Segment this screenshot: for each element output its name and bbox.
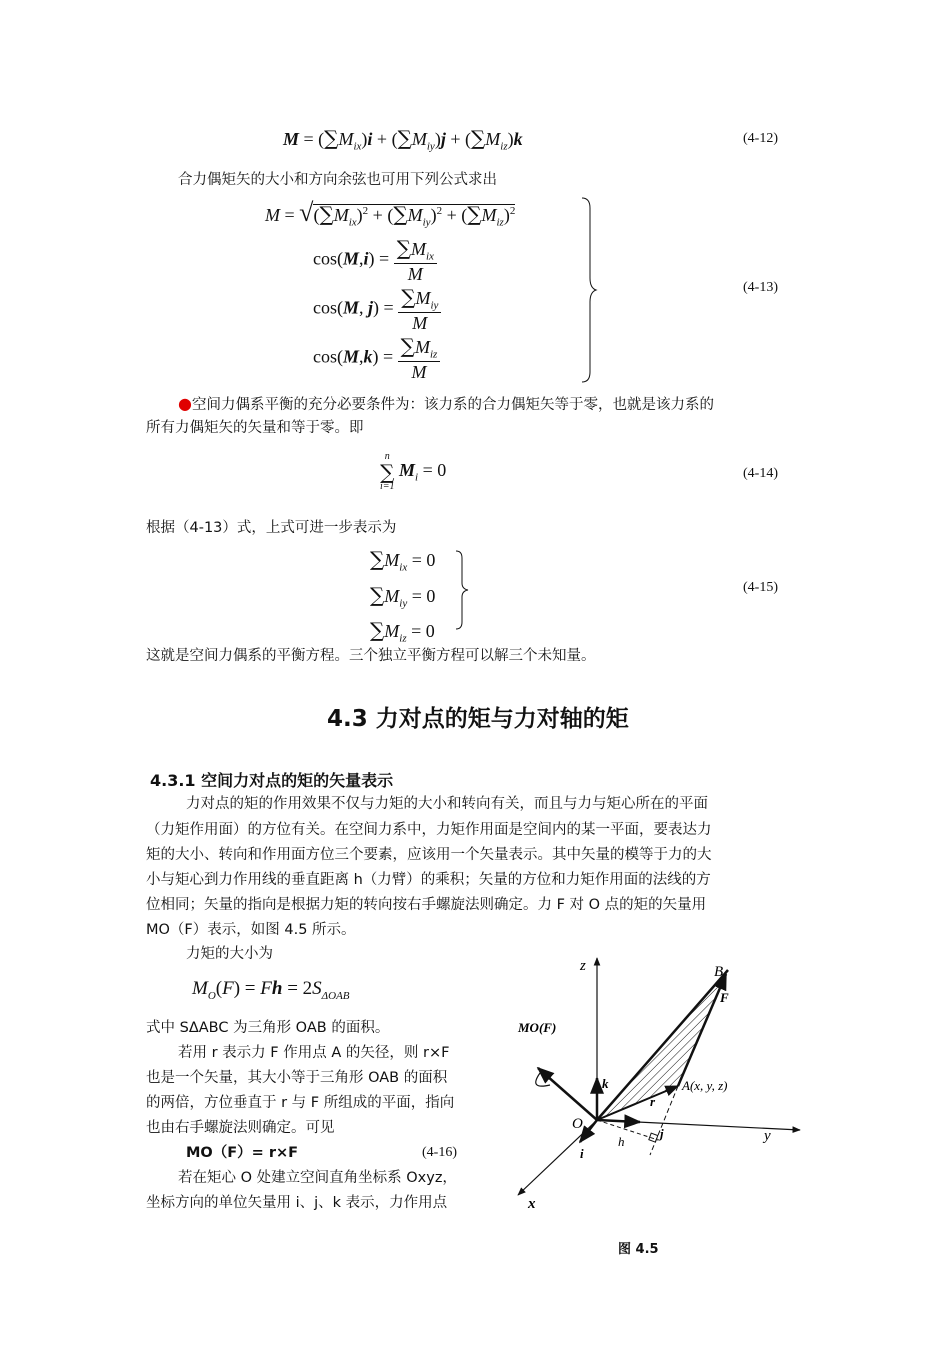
paragraph-intro: 合力偶矩矢的大小和方向余弦也可用下列公式求出 [178,172,497,188]
label-k: k [602,1076,609,1091]
bullet-icon: ● [178,394,192,413]
left-line-5: 也由右手螺旋法则确定。可见 [146,1120,335,1136]
body-line-4: 小与矩心到力作用线的垂直距离 h（力臂）的乘积；矢量的方位和力矩作用面的法线的方 [146,872,711,888]
body-line-2: （力矩作用面）的方位有关。在空间力系中，力矩作用面是空间内的某一平面，要表达力 [146,822,712,838]
left-line-6: 若在矩心 O 处建立空间直角坐标系 Oxyz， [178,1170,457,1186]
label-z: z [580,958,586,974]
label-y: y [764,1128,771,1144]
eq-number-4-15: (4-15) [743,580,778,595]
body-line-3: 矩的大小、转向和作用面方位三个要素，应该用一个矢量表示。其中矢量的模等于力的大 [146,847,712,863]
line-OB [597,970,728,1120]
label-j: j [660,1126,664,1141]
eq-number-4-13: (4-13) [743,280,778,295]
label-F: F [720,990,729,1005]
left-line-4: 的两倍，方位垂直于 r 与 F 所组成的平面，指向 [146,1095,455,1111]
brace-4-15 [455,550,471,630]
label-r: r [650,1094,656,1109]
equation-4-13-cos-j: cos(M, j) = $\frac{\sum M_{iy}}{M}$ [313,285,441,334]
equation-4-13-cos-k: cos(M,k) = $\frac{\sum M_{iz}}{M}$ [313,334,440,383]
label-h: h [618,1134,625,1149]
x-axis [518,1120,597,1195]
equation-moment-size: $M_O(F) = Fh = 2S_{\Delta OAB}$ [192,978,350,1002]
paragraph-balance-line2: 所有力偶矩矢的矢量和等于零。即 [146,420,364,436]
paragraph-further: 根据（4-13）式，上式可进一步表示为 [146,520,397,536]
label-O: O [572,1116,583,1132]
rotation-arc [536,1073,550,1086]
body-line-6: MO（F）表示，如图 4.5 所示。 [146,922,356,938]
figure-4-5 [500,950,820,1220]
para2a: 空间力偶系平衡的充分必要条件为：该力系的合力偶矩矢等于零，也就是该力系的 [191,397,714,413]
left-line-1: 式中 SΔABC 为三角形 OAB 的面积。 [146,1020,390,1036]
equation-4-15: $\sum M_{ix} = 0$ $\sum M_{iy} = 0$ $\sum M_{iz} = 0$ [370,547,436,645]
moment-size-label: 力矩的大小为 [186,946,273,962]
eq-number-4-16: (4-16) [422,1145,457,1160]
paragraph-conclusion: 这就是空间力偶系的平衡方程。三个独立平衡方程可以解三个未知量。 [146,648,596,664]
equation-4-13-cos-i: cos(M,i) = $\frac{\sum M_{ix}}{M}$ [313,236,437,285]
eq-number-4-12: (4-12) [743,131,778,146]
moment-vector [538,1068,597,1120]
equation-4-12: $M = (\sum M_{ix})i + (\sum M_{iy})j + (\sum M_{iz})k$ [283,126,523,153]
label-A: A(x, y, z) [682,1078,728,1093]
paragraph-balance-line1 [178,392,714,417]
equation-4-13-magnitude: $M = √(\sum M_{ix})^2 + (\sum M_{iy})^2 + (\sum M_{iz})^2$ [265,198,516,229]
brace-4-13 [580,196,600,386]
figure-caption: 图 4.5 [618,1242,659,1257]
left-line-3: 也是一个矢量，其大小等于三角形 OAB 的面积 [146,1070,448,1086]
section-title: 4.3 力对点的矩与力对轴的矩 [327,706,629,732]
left-line-2: 若用 r 表示力 F 作用点 A 的矢径，则 r×F [178,1045,450,1061]
body-line-5: 位相同；矢量的指向是根据力矩的转向按右手螺旋法则确定。力 F 对 O 点的矩的矢量用 [146,897,707,913]
label-B: B [714,964,724,980]
label-x: x [528,1196,536,1212]
eq-number-4-14: (4-14) [743,466,778,481]
equation-4-14: n ∑ i=1 $M_i = 0$ [380,451,447,492]
label-i: i [580,1146,584,1161]
left-line-7: 坐标方向的单位矢量用 i、j、k 表示，力作用点 [146,1195,448,1211]
j-vector [597,1120,640,1122]
subsection-title: 4.3.1 空间力对点的矩的矢量表示 [150,771,394,790]
label-MO: MO(F) [518,1020,557,1035]
equation-4-16: MO（F）= r×F [186,1145,299,1161]
body-line-1: 力对点的矩的作用效果不仅与力矩的大小和转向有关，而且与力与矩心所在的平面 [186,796,708,812]
